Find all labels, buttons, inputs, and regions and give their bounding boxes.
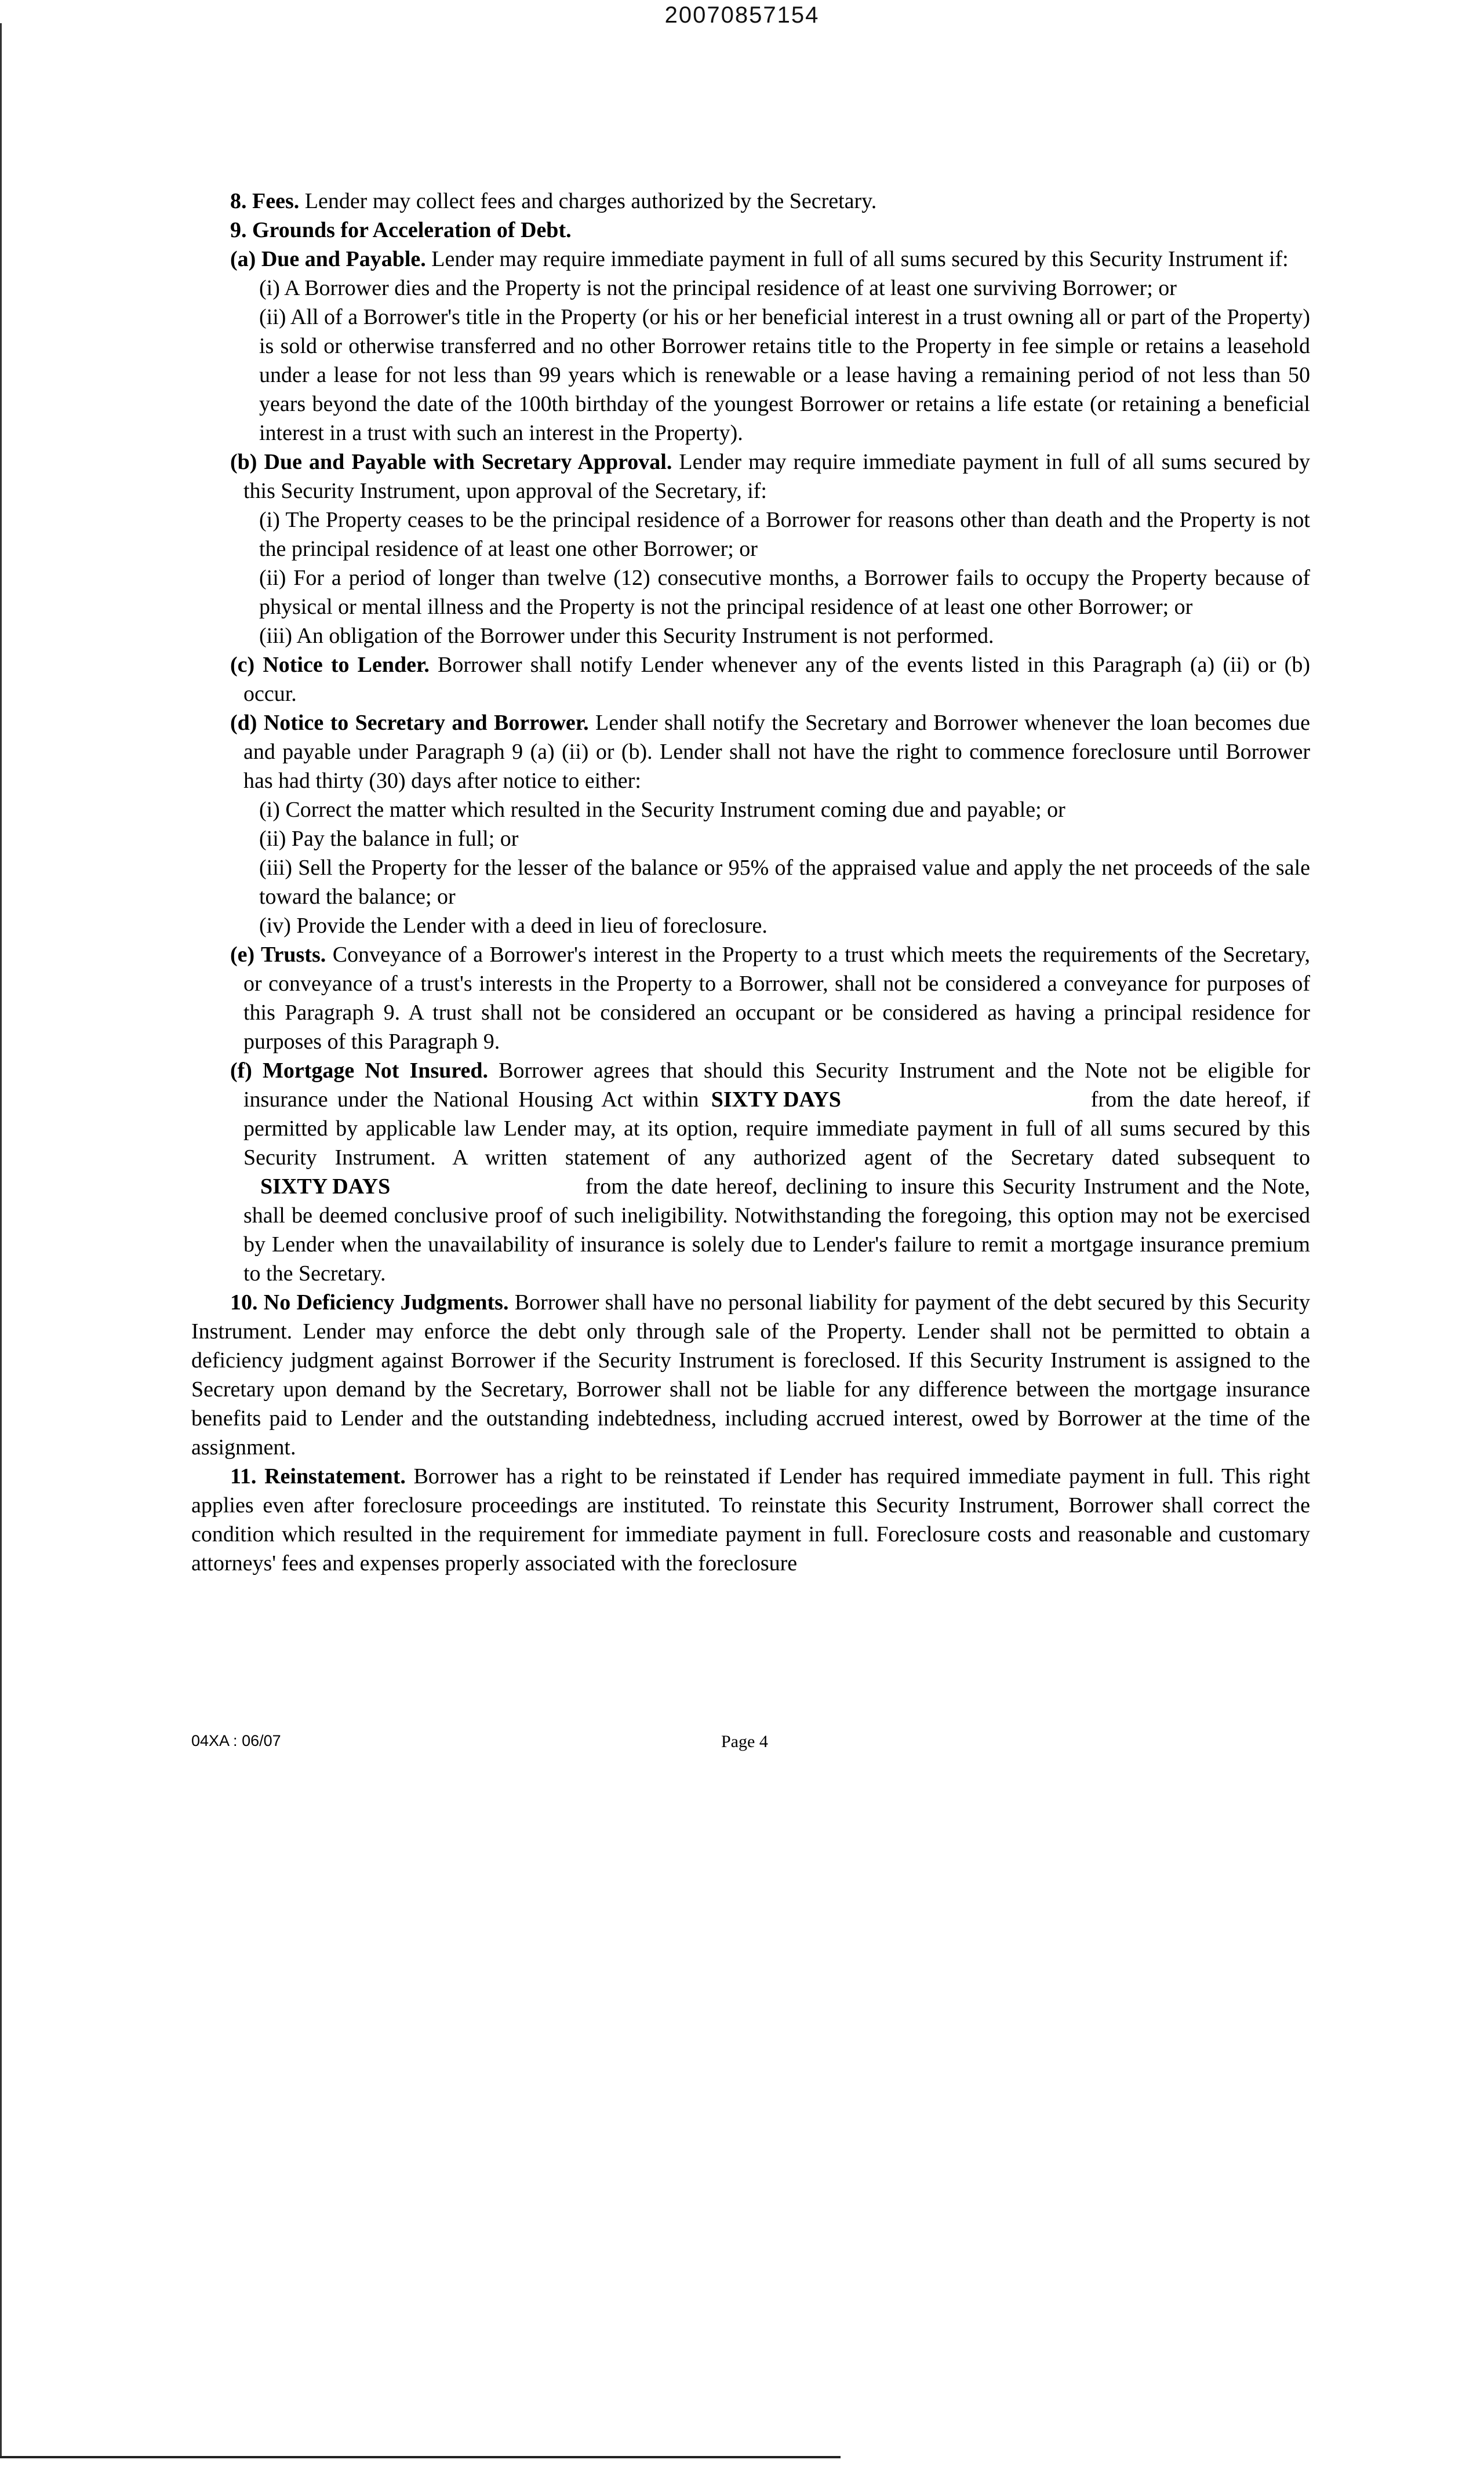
section-number: 9.	[230, 218, 247, 242]
page-number: Page 4	[721, 1732, 768, 1751]
list-item: (i) Correct the matter which resulted in the Security Instrument coming due and payable; or	[259, 798, 1065, 822]
subsection-text: Borrower shall notify Lender whenever any of the events listed in this Paragraph (a) (ii) or (b) occur.	[243, 653, 1310, 706]
subsection-text: Lender shall notify the Secretary and Borrower whenever the loan becomes due and payable under Paragraph 9 (a) (ii) or (b). Lender shall not have the right to commence foreclosure until Borrower has had thirty (30) days after notice to either:	[243, 711, 1310, 793]
subsection-label: (f)	[230, 1058, 252, 1083]
subsection-title: Notice to Secretary and Borrower.	[257, 711, 589, 735]
subsection-title: Notice to Lender.	[254, 653, 430, 677]
section-number: 8.	[230, 189, 247, 213]
subsection-text: Lender may require immediate payment in full of all sums secured by this Security Instrument if:	[425, 247, 1289, 271]
section-8	[191, 187, 1310, 216]
section-text: Lender may collect fees and charges authorized by the Secretary.	[299, 189, 877, 213]
list-item: (ii) Pay the balance in full; or	[259, 827, 519, 851]
list-item: (iii) An obligation of the Borrower under this Security Instrument is not performed.	[259, 624, 994, 648]
subsection-a	[230, 245, 1310, 274]
subsection-text: Conveyance of a Borrower's interest in the Property to a trust which meets the requirements of the Secretary, or conveyance of a trust's interests in the Property to a Borrower, shall not be considered a conveyance for purposes of this Paragraph 9. A trust shall not be considered an occupant or be considered as having a principal residence for purposes of this Paragraph 9.	[243, 943, 1310, 1054]
period-fill-field: SIXTY DAYS	[711, 1087, 841, 1112]
subsection-c	[230, 650, 1310, 708]
list-item: (i) A Borrower dies and the Property is not the principal residence of at least one surviving Borrower; or	[259, 276, 1177, 300]
subsection-title: Due and Payable with Secretary Approval.	[257, 450, 672, 474]
bottom-scan-edge	[0, 2456, 841, 2458]
subsection-title: Trusts.	[254, 943, 326, 967]
subsection-text: from the date hereof, declining to insure this Security Instrument and the Note, shall be deemed conclusive proof of such ineligibility. Notwithstanding the foregoing, this option may not be exercised by Lender when the unavailability of insurance is solely due to Lender's failure to remit a mortgage insurance premium to the Secretary.	[243, 1174, 1310, 1286]
subsection-title: Mortgage Not Insured.	[252, 1058, 489, 1083]
list-item: (iii) Sell the Property for the lesser of the balance or 95% of the appraised value and apply the net proceeds of the sale toward the balance; or	[259, 856, 1310, 909]
section-title: Fees.	[252, 189, 300, 213]
subsection-e	[230, 940, 1310, 1056]
subsection-text: Lender may require immediate payment in full of all sums secured by this Security Instrument, upon approval of the Secretary, if:	[243, 450, 1310, 503]
section-title: Grounds for Acceleration of Debt.	[252, 218, 572, 242]
subsection-label: (e)	[230, 943, 255, 967]
section-title: Reinstatement.	[256, 1464, 406, 1489]
section-10	[191, 1288, 1310, 1462]
form-code: 04XA : 06/07	[191, 1732, 281, 1749]
list-item: (ii) All of a Borrower's title in the Property (or his or her beneficial interest in a trust owning all or part of the Property) is sold or otherwise transferred and no other Borrower retains title to the Property in fee simple or retains a leasehold under a lease for not less than 99 years which is renewable or a lease having a remaining period of not less than 50 years beyond the date of the 100th birthday of the youngest Borrower or retains a life estate (or retaining a beneficial interest in a trust with such an interest in the Property).	[259, 305, 1310, 445]
subsection-label: (a)	[230, 247, 256, 271]
section-number: 10.	[230, 1290, 258, 1315]
subsection-label: (d)	[230, 711, 257, 735]
section-11	[191, 1462, 1310, 1578]
subsection-text: from the date hereof, if permitted by applicable law Lender may, at its option, require immediate payment in full of all sums secured by this Security Instrument. A written statement of any authorized agent of the Secretary dated subsequent to	[243, 1087, 1310, 1170]
section-title: No Deficiency Judgments.	[257, 1290, 509, 1315]
subsection-label: (c)	[230, 653, 255, 677]
subsection-label: (b)	[230, 450, 257, 474]
subsection-d	[230, 708, 1310, 795]
list-item: (ii) For a period of longer than twelve (12) consecutive months, a Borrower fails to occupy the Property because of physical or mental illness and the Property is not the principal residence of at least one other Borrower; or	[259, 566, 1310, 619]
section-number: 11.	[230, 1464, 257, 1489]
left-scan-edge	[0, 23, 2, 2458]
subsection-b	[230, 447, 1310, 505]
list-item: (i) The Property ceases to be the principal residence of a Borrower for reasons other than death and the Property is not the principal residence of at least one other Borrower; or	[259, 508, 1310, 561]
period-fill-field: SIXTY DAYS	[260, 1174, 391, 1199]
document-body	[191, 187, 1310, 1578]
list-item: (iv) Provide the Lender with a deed in lieu of foreclosure.	[259, 914, 768, 938]
recording-number: 20070857154	[664, 2, 820, 28]
subsection-f	[230, 1056, 1310, 1288]
section-text: Borrower has a right to be reinstated if Lender has required immediate payment in full. This right applies even after foreclosure proceedings are instituted. To reinstate this Security Instrument, Borrower shall correct the condition which resulted in the requirement for immediate payment in full. Foreclosure costs and reasonable and customary attorneys' fees and expenses properly associated with the foreclosure	[191, 1464, 1311, 1575]
subsection-title: Due and Payable.	[256, 247, 426, 271]
section-text: Borrower shall have no personal liability for payment of the debt secured by this Security Instrument. Lender may enforce the debt only through sale of the Property. Lender shall not be permitted to obtain a deficiency judgment against Borrower if the Security Instrument is foreclosed. If this Security Instrument is assigned to the Secretary upon demand by the Secretary, Borrower shall not be liable for any difference between the mortgage insurance benefits paid to Lender and the outstanding indebtedness, including accrued interest, owed by Borrower at the time of the assignment.	[191, 1290, 1310, 1460]
section-9	[191, 216, 1310, 245]
subsection-text: Borrower agrees that should this Security Instrument and the Note not be eligible for insurance under the National Housing Act within	[243, 1058, 1310, 1112]
